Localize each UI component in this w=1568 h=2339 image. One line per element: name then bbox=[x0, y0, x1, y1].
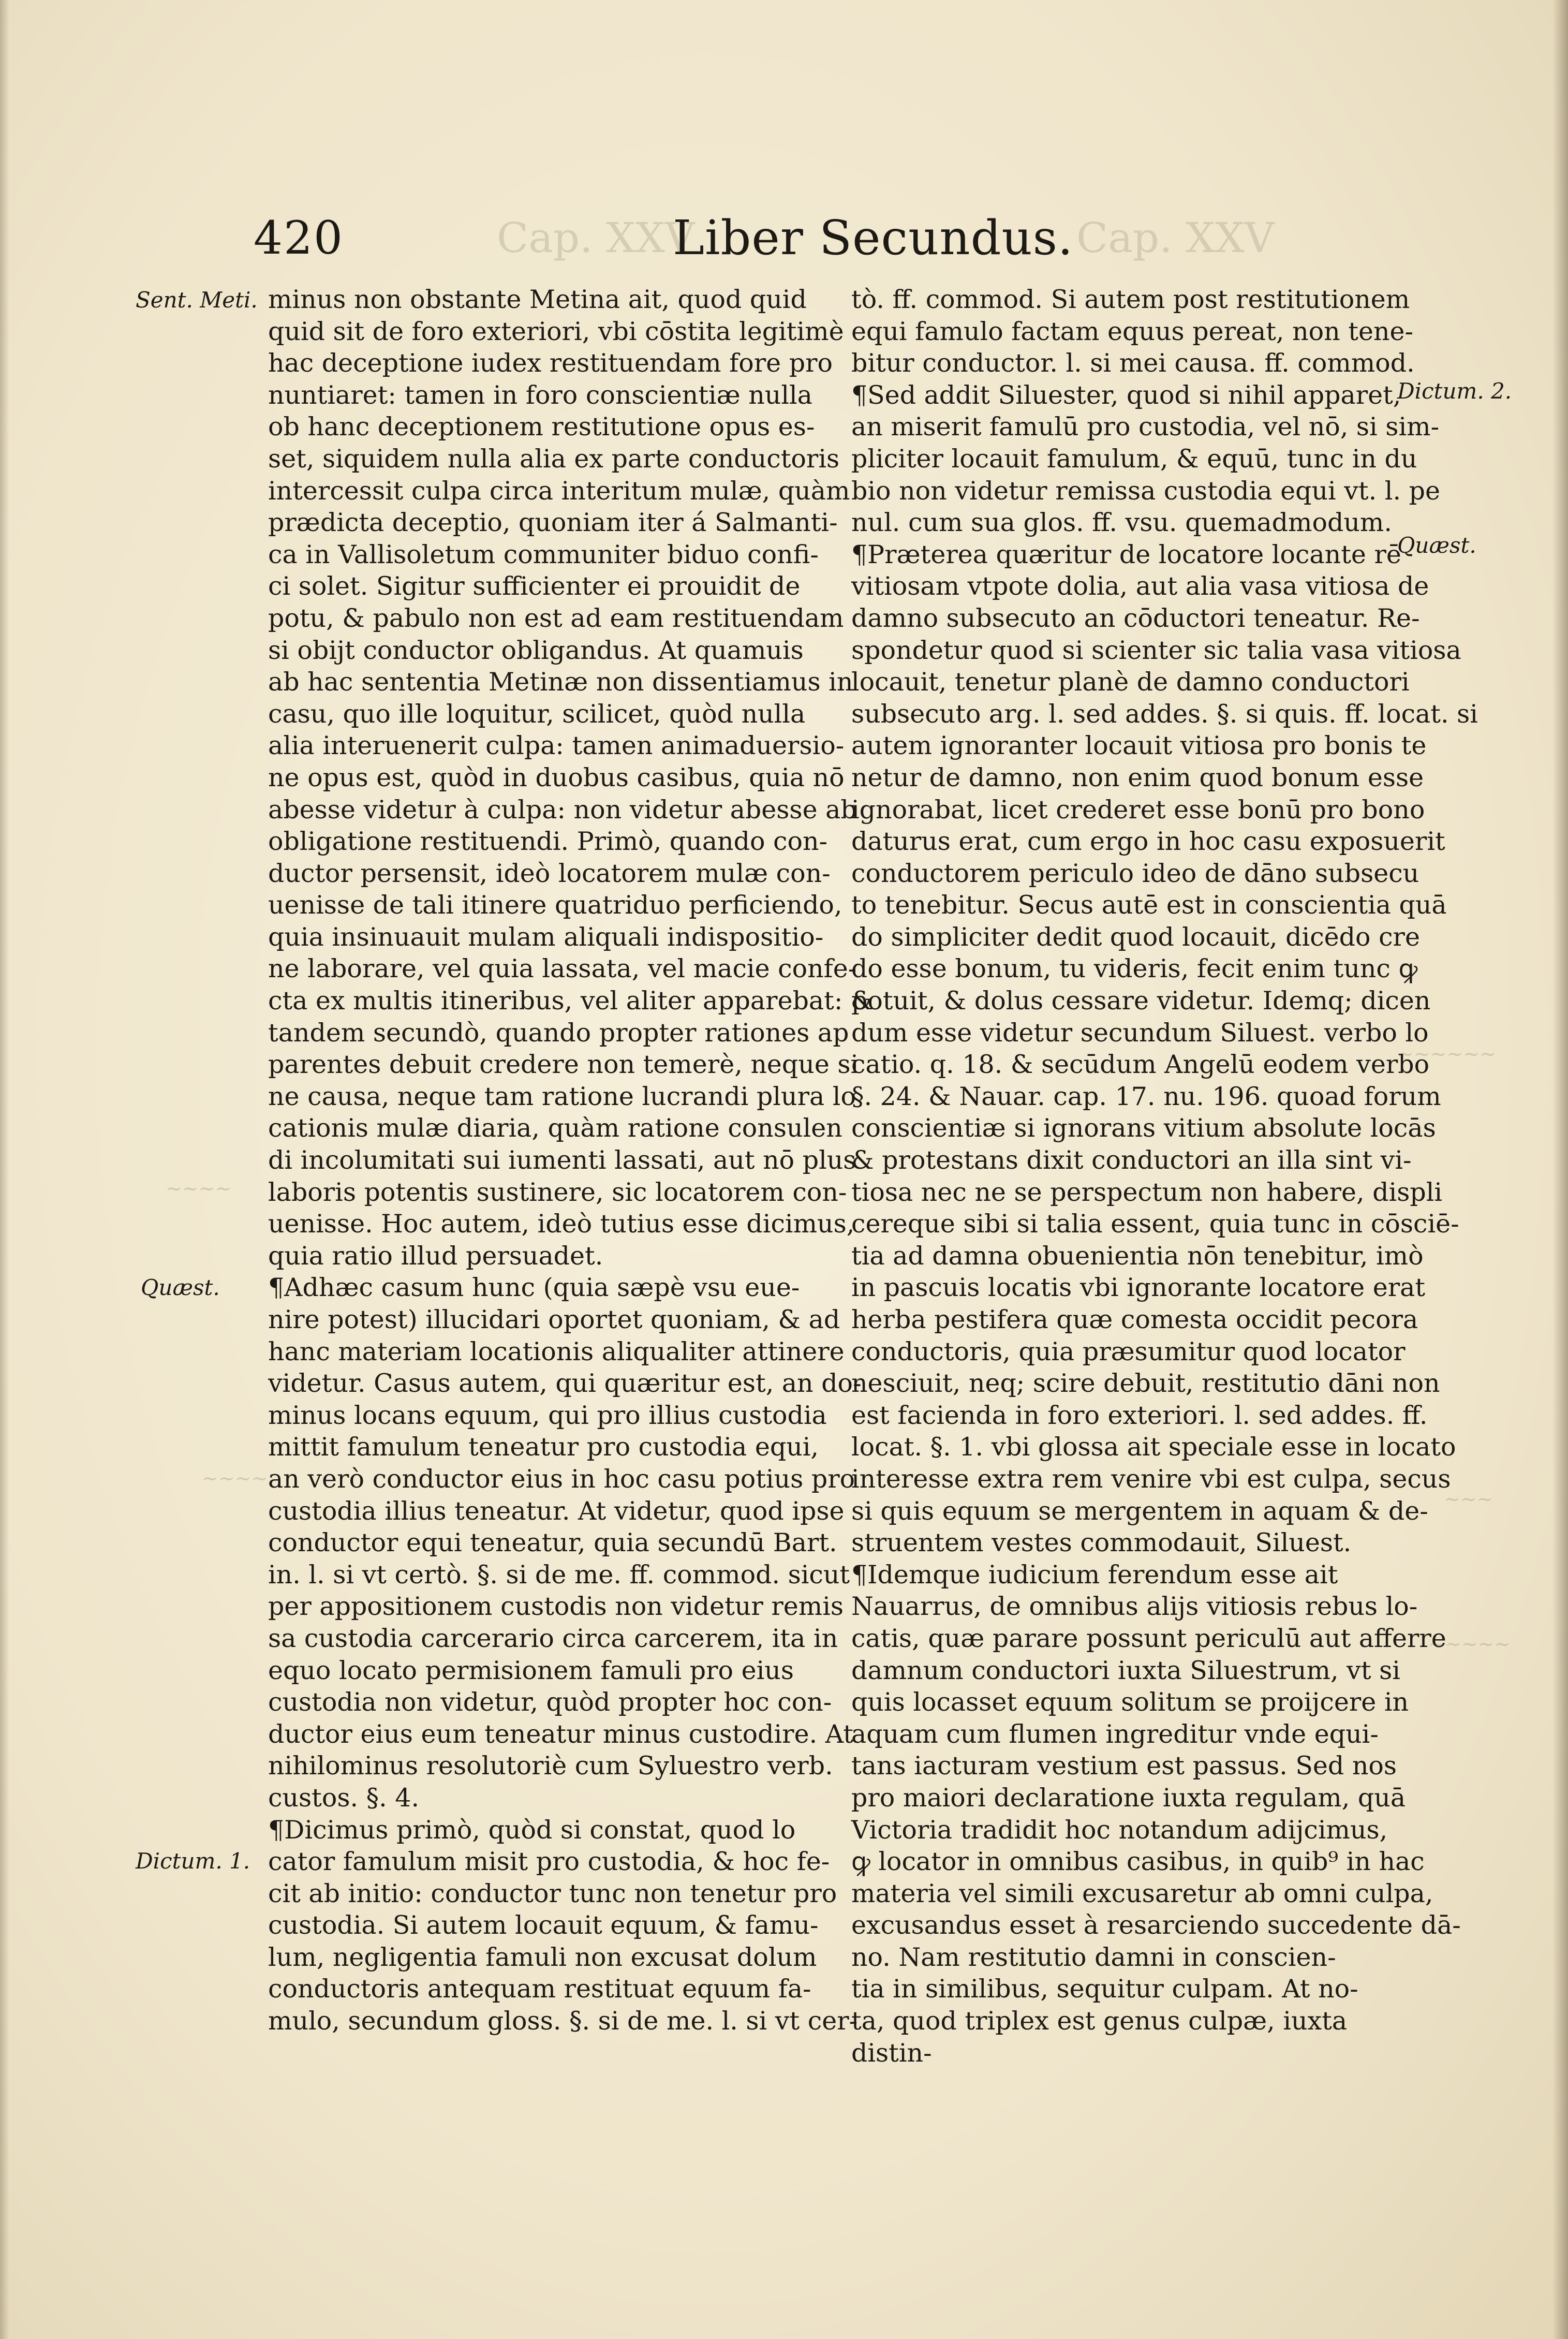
text-line: si quis equum se mergentem in aquam & de- bbox=[851, 1496, 1428, 1526]
text-line: quid sit de foro exteriori, vbi cōstita legitimè bbox=[268, 316, 844, 346]
text-line: §. 24. & Nauar. cap. 17. nu. 196. quoad forum bbox=[851, 1081, 1441, 1111]
text-line: ne opus est, quòd in duobus casibus, quia nō bbox=[268, 762, 845, 792]
text-line: ob hanc deceptionem restitutione opus es- bbox=[268, 412, 815, 442]
text-line: custodia non videtur, quòd propter hoc con- bbox=[268, 1687, 832, 1717]
text-line: ne causa, neque tam ratione lucrandi plura lo bbox=[268, 1081, 856, 1111]
text-line: intercessit culpa circa interitum mulæ, quàm bbox=[268, 476, 850, 506]
text-line: ductor eius eum teneatur minus custodire. At bbox=[268, 1719, 853, 1749]
text-line: per appositionem custodis non videtur remis bbox=[268, 1592, 844, 1622]
text-line: daturus erat, cum ergo in hoc casu exposuerit bbox=[851, 827, 1445, 857]
text-line: locat. §. 1. vbi glossa ait speciale esse in locato bbox=[851, 1432, 1456, 1462]
text-line: do esse bonum, tu videris, fecit enim tunc ꝙ bbox=[851, 954, 1418, 984]
text-line: do simpliciter dedit quod locauit, dicēdo cre bbox=[851, 922, 1420, 952]
text-line: in. l. si vt certò. §. si de me. ff. commod. sicut bbox=[268, 1560, 850, 1590]
text-line: lum, negligentia famuli non excusat dolum bbox=[268, 1942, 817, 1972]
text-line: ta, quod triplex est genus culpæ, iuxta bbox=[851, 2006, 1348, 2036]
bleed-through-mark: ~~~~ bbox=[166, 1177, 232, 1200]
text-line: quis locasset equum solitum se proijcere in bbox=[851, 1687, 1409, 1717]
text-line: an verò conductor eius in hoc casu potius pro bbox=[268, 1464, 855, 1494]
text-line: spondetur quod si scienter sic talia vasa vitiosa bbox=[851, 635, 1461, 665]
text-line: nire potest) illucidari oportet quoniam, & ad bbox=[268, 1305, 840, 1334]
text-line: Victoria tradidit hoc notandum adijcimus, bbox=[851, 1815, 1388, 1845]
margin-note-dictum-2: Dictum. 2. bbox=[1397, 378, 1512, 404]
text-line: no. Nam restitutio damni in conscien- bbox=[851, 1942, 1336, 1972]
text-line: autem ignoranter locauit vitiosa pro bonis te bbox=[851, 731, 1427, 761]
text-line: bio non videtur remissa custodia equi vt. l. pe bbox=[851, 476, 1440, 506]
bleed-through-mark: ~~~~~~ bbox=[1397, 1042, 1497, 1065]
text-line: nul. cum sua glos. ff. vsu. quemadmodum. bbox=[851, 508, 1392, 538]
text-line: ne laborare, vel quia lassata, vel macie confe- bbox=[268, 954, 857, 984]
text-line: struentem vestes commodauit, Siluest. bbox=[851, 1528, 1352, 1558]
text-line: si obijt conductor obligandus. At quamuis bbox=[268, 635, 804, 665]
text-line: abesse videtur à culpa: non videtur abesse ab bbox=[268, 795, 857, 825]
text-line: in pascuis locatis vbi ignorante locatore erat bbox=[851, 1273, 1426, 1303]
text-line: alia interuenerit culpa: tamen animaduersio- bbox=[268, 731, 845, 761]
text-line: prædicta deceptio, quoniam iter á Salmanti- bbox=[268, 508, 838, 538]
bleed-through-mark: ~~~ bbox=[1444, 1488, 1493, 1510]
text-line: cereque sibi si talia essent, quia tunc in cōsciē- bbox=[851, 1209, 1459, 1239]
text-line: cationis mulæ diaria, quàm ratione consulen bbox=[268, 1113, 842, 1143]
text-line: minus non obstante Metina ait, quod quid bbox=[268, 285, 807, 314]
text-line: herba pestifera quæ comesta occidit pecora bbox=[851, 1305, 1418, 1334]
text-line: mittit famulum teneatur pro custodia equi, bbox=[268, 1432, 819, 1462]
text-line: custodia. Si autem locauit equum, & famu- bbox=[268, 1910, 819, 1940]
bleed-through-mark: ~~~~~ bbox=[1428, 1632, 1511, 1655]
text-line: ¶Idemque iudicium ferendum esse ait bbox=[851, 1560, 1338, 1590]
text-line: casu, quo ille loquitur, scilicet, quòd nulla bbox=[268, 699, 806, 729]
text-line: tiosa nec ne se perspectum non habere, displi bbox=[851, 1177, 1443, 1207]
text-line: excusandus esset à resarciendo succedente dā- bbox=[851, 1910, 1461, 1940]
text-line: to tenebitur. Secus autē est in conscientia quā bbox=[851, 890, 1447, 920]
bleed-through-text-left: Cap. XXV bbox=[497, 214, 695, 262]
text-line: tans iacturam vestium est passus. Sed nos bbox=[851, 1751, 1397, 1781]
folio-number: 420 bbox=[254, 211, 344, 264]
text-line: minus locans equum, qui pro illius custodia bbox=[268, 1400, 827, 1430]
text-line: uenisse. Hoc autem, ideò tutius esse dicimus, bbox=[268, 1209, 855, 1239]
page-edge-shadow-left bbox=[0, 0, 9, 2339]
text-line: & protestans dixit conductori an illa sint vi- bbox=[851, 1145, 1412, 1175]
page-edge-shadow-right bbox=[1552, 0, 1568, 2339]
text-line: mulo, secundum gloss. §. si de me. l. si vt cer- bbox=[268, 2006, 858, 2036]
page-header bbox=[0, 210, 1568, 267]
text-line: catis, quæ parare possunt periculū aut afferre bbox=[851, 1623, 1446, 1653]
text-line: tò. ff. commod. Si autem post restitutionem bbox=[851, 285, 1410, 314]
text-line: ignorabat, licet crederet esse bonū pro bono bbox=[851, 795, 1425, 825]
text-line: conductoris antequam restituat equum fa- bbox=[268, 1974, 811, 2004]
text-line: interesse extra rem venire vbi est culpa, secus bbox=[851, 1464, 1451, 1494]
text-line: hac deceptione iudex restituendam fore pro bbox=[268, 348, 833, 378]
text-line: nihilominus resolutoriè cum Syluestro verb. bbox=[268, 1751, 833, 1781]
text-line: quia ratio illud persuadet. bbox=[268, 1241, 603, 1271]
text-line: tia in similibus, sequitur culpam. At no- bbox=[851, 1974, 1358, 2004]
text-line: conscientiæ si ignorans vitium absolute locās bbox=[851, 1113, 1436, 1143]
text-line: conductor equi teneatur, quia secundū Bart. bbox=[268, 1528, 837, 1558]
text-line: Nauarrus, de omnibus alijs vitiosis rebus lo- bbox=[851, 1592, 1418, 1622]
text-line: ꝙ locator in omnibus casibus, in quib⁹ in hac bbox=[851, 1847, 1425, 1877]
text-line: di incolumitati sui iumenti lassati, aut nō plus bbox=[268, 1145, 856, 1175]
text-line: uenisse de tali itinere quatriduo perficiendo, bbox=[268, 890, 842, 920]
text-line: vitiosam vtpote dolia, aut alia vasa vitiosa de bbox=[851, 571, 1429, 601]
text-line: materia vel simili excusaretur ab omni culpa, bbox=[851, 1878, 1433, 1908]
text-line: sa custodia carcerario circa carcerem, ita in bbox=[268, 1623, 838, 1653]
text-line: ¶Dicimus primò, quòd si constat, quod lo bbox=[268, 1815, 796, 1845]
text-line: tia ad damna obuenientia nōn tenebitur, imò bbox=[851, 1241, 1424, 1271]
text-line: custos. §. 4. bbox=[268, 1783, 420, 1813]
text-line: nuntiaret: tamen in foro conscientiæ nulla bbox=[268, 380, 812, 410]
text-line: bitur conductor. l. si mei causa. ff. commod. bbox=[851, 348, 1415, 378]
text-line: conductoris, quia præsumitur quod locator bbox=[851, 1336, 1406, 1366]
text-line: videtur. Casus autem, qui quæritur est, an do- bbox=[268, 1369, 862, 1399]
margin-note-quaest: Quæst. bbox=[141, 1275, 220, 1300]
text-line: potuit, & dolus cessare videtur. Idemq; dicen bbox=[851, 986, 1431, 1016]
text-line: ca in Vallisoletum communiter biduo confi- bbox=[268, 539, 819, 569]
text-line: potu, & pabulo non est ad eam restituendam bbox=[268, 603, 844, 633]
text-line: ci solet. Sigitur sufficienter ei prouidit de bbox=[268, 571, 801, 601]
text-line: tandem secundò, quando propter rationes ap bbox=[268, 1018, 849, 1048]
text-line: equi famulo factam equus pereat, non tene- bbox=[851, 316, 1414, 346]
text-line: ¶Sed addit Siluester, quod si nihil apparet, bbox=[851, 380, 1401, 410]
text-line: ¶Præterea quæritur de locatore locante rē bbox=[851, 539, 1401, 569]
text-line: ductor persensit, ideò locatorem mulæ con- bbox=[268, 858, 831, 888]
text-line: quia insinuauit mulam aliquali indispositio- bbox=[268, 922, 824, 952]
bleed-through-mark: ~~~~ bbox=[202, 1467, 268, 1490]
text-line: locauit, tenetur planè de damno conductori bbox=[851, 667, 1410, 697]
text-line: damno subsecuto an cōductori teneatur. Re- bbox=[851, 603, 1420, 633]
text-line: custodia illius teneatur. At videtur, quod ipse bbox=[268, 1496, 845, 1526]
margin-note-quaest-right: Quæst. bbox=[1397, 533, 1476, 558]
text-line: pliciter locauit famulum, & equū, tunc in du bbox=[851, 444, 1417, 474]
text-line: dum esse videtur secundum Siluest. verbo lo bbox=[851, 1018, 1429, 1048]
text-line: laboris potentis sustinere, sic locatorem con- bbox=[268, 1177, 847, 1207]
text-line: conductorem periculo ideo de dāno subsecu bbox=[851, 858, 1419, 888]
margin-note-dictum-1: Dictum. 1. bbox=[136, 1848, 250, 1874]
text-line: parentes debuit credere non temerè, neque si bbox=[268, 1050, 859, 1080]
text-line: nesciuit, neq; scire debuit, restitutio dāni non bbox=[851, 1369, 1440, 1399]
text-line: ¶Adhæc casum hunc (quia sæpè vsu eue- bbox=[268, 1273, 800, 1303]
running-title: Liber Secundus. bbox=[673, 210, 1074, 266]
text-line: ab hac sententia Metinæ non dissentiamus in bbox=[268, 667, 853, 697]
text-line: equo locato permisionem famuli pro eius bbox=[268, 1655, 794, 1685]
text-column-left bbox=[268, 284, 874, 2037]
text-line: cta ex multis itineribus, vel aliter apparebat: & bbox=[268, 986, 874, 1016]
text-line: cator famulum misit pro custodia, & hoc fe- bbox=[268, 1847, 830, 1877]
text-line: an miserit famulū pro custodia, vel nō, si sim- bbox=[851, 412, 1440, 442]
text-line: cit ab initio: conductor tunc non tenetur pro bbox=[268, 1878, 837, 1908]
text-line: set, siquidem nulla alia ex parte conductoris bbox=[268, 444, 840, 474]
text-line: damnum conductori iuxta Siluestrum, vt si bbox=[851, 1655, 1400, 1685]
text-line: pro maiori declaratione iuxta regulam, quā bbox=[851, 1783, 1406, 1813]
text-line: netur de damno, non enim quod bonum esse bbox=[851, 762, 1424, 792]
text-line: subsecuto arg. l. sed addes. §. si quis. ff. locat. si bbox=[851, 699, 1478, 729]
text-line: est facienda in foro exteriori. l. sed addes. ff. bbox=[851, 1400, 1428, 1430]
text-line: hanc materiam locationis aliqualiter attinere bbox=[268, 1336, 845, 1366]
text-line: distin- bbox=[851, 2038, 932, 2068]
text-line: catio. q. 18. & secūdum Angelū eodem verbo bbox=[851, 1050, 1430, 1080]
bleed-through-text-right: Cap. XXV bbox=[1076, 214, 1275, 262]
text-line: obligatione restituendi. Primò, quando con- bbox=[268, 827, 828, 857]
margin-note-sent-meti: Sent. Meti. bbox=[136, 287, 258, 313]
text-line: aquam cum flumen ingreditur vnde equi- bbox=[851, 1719, 1379, 1749]
